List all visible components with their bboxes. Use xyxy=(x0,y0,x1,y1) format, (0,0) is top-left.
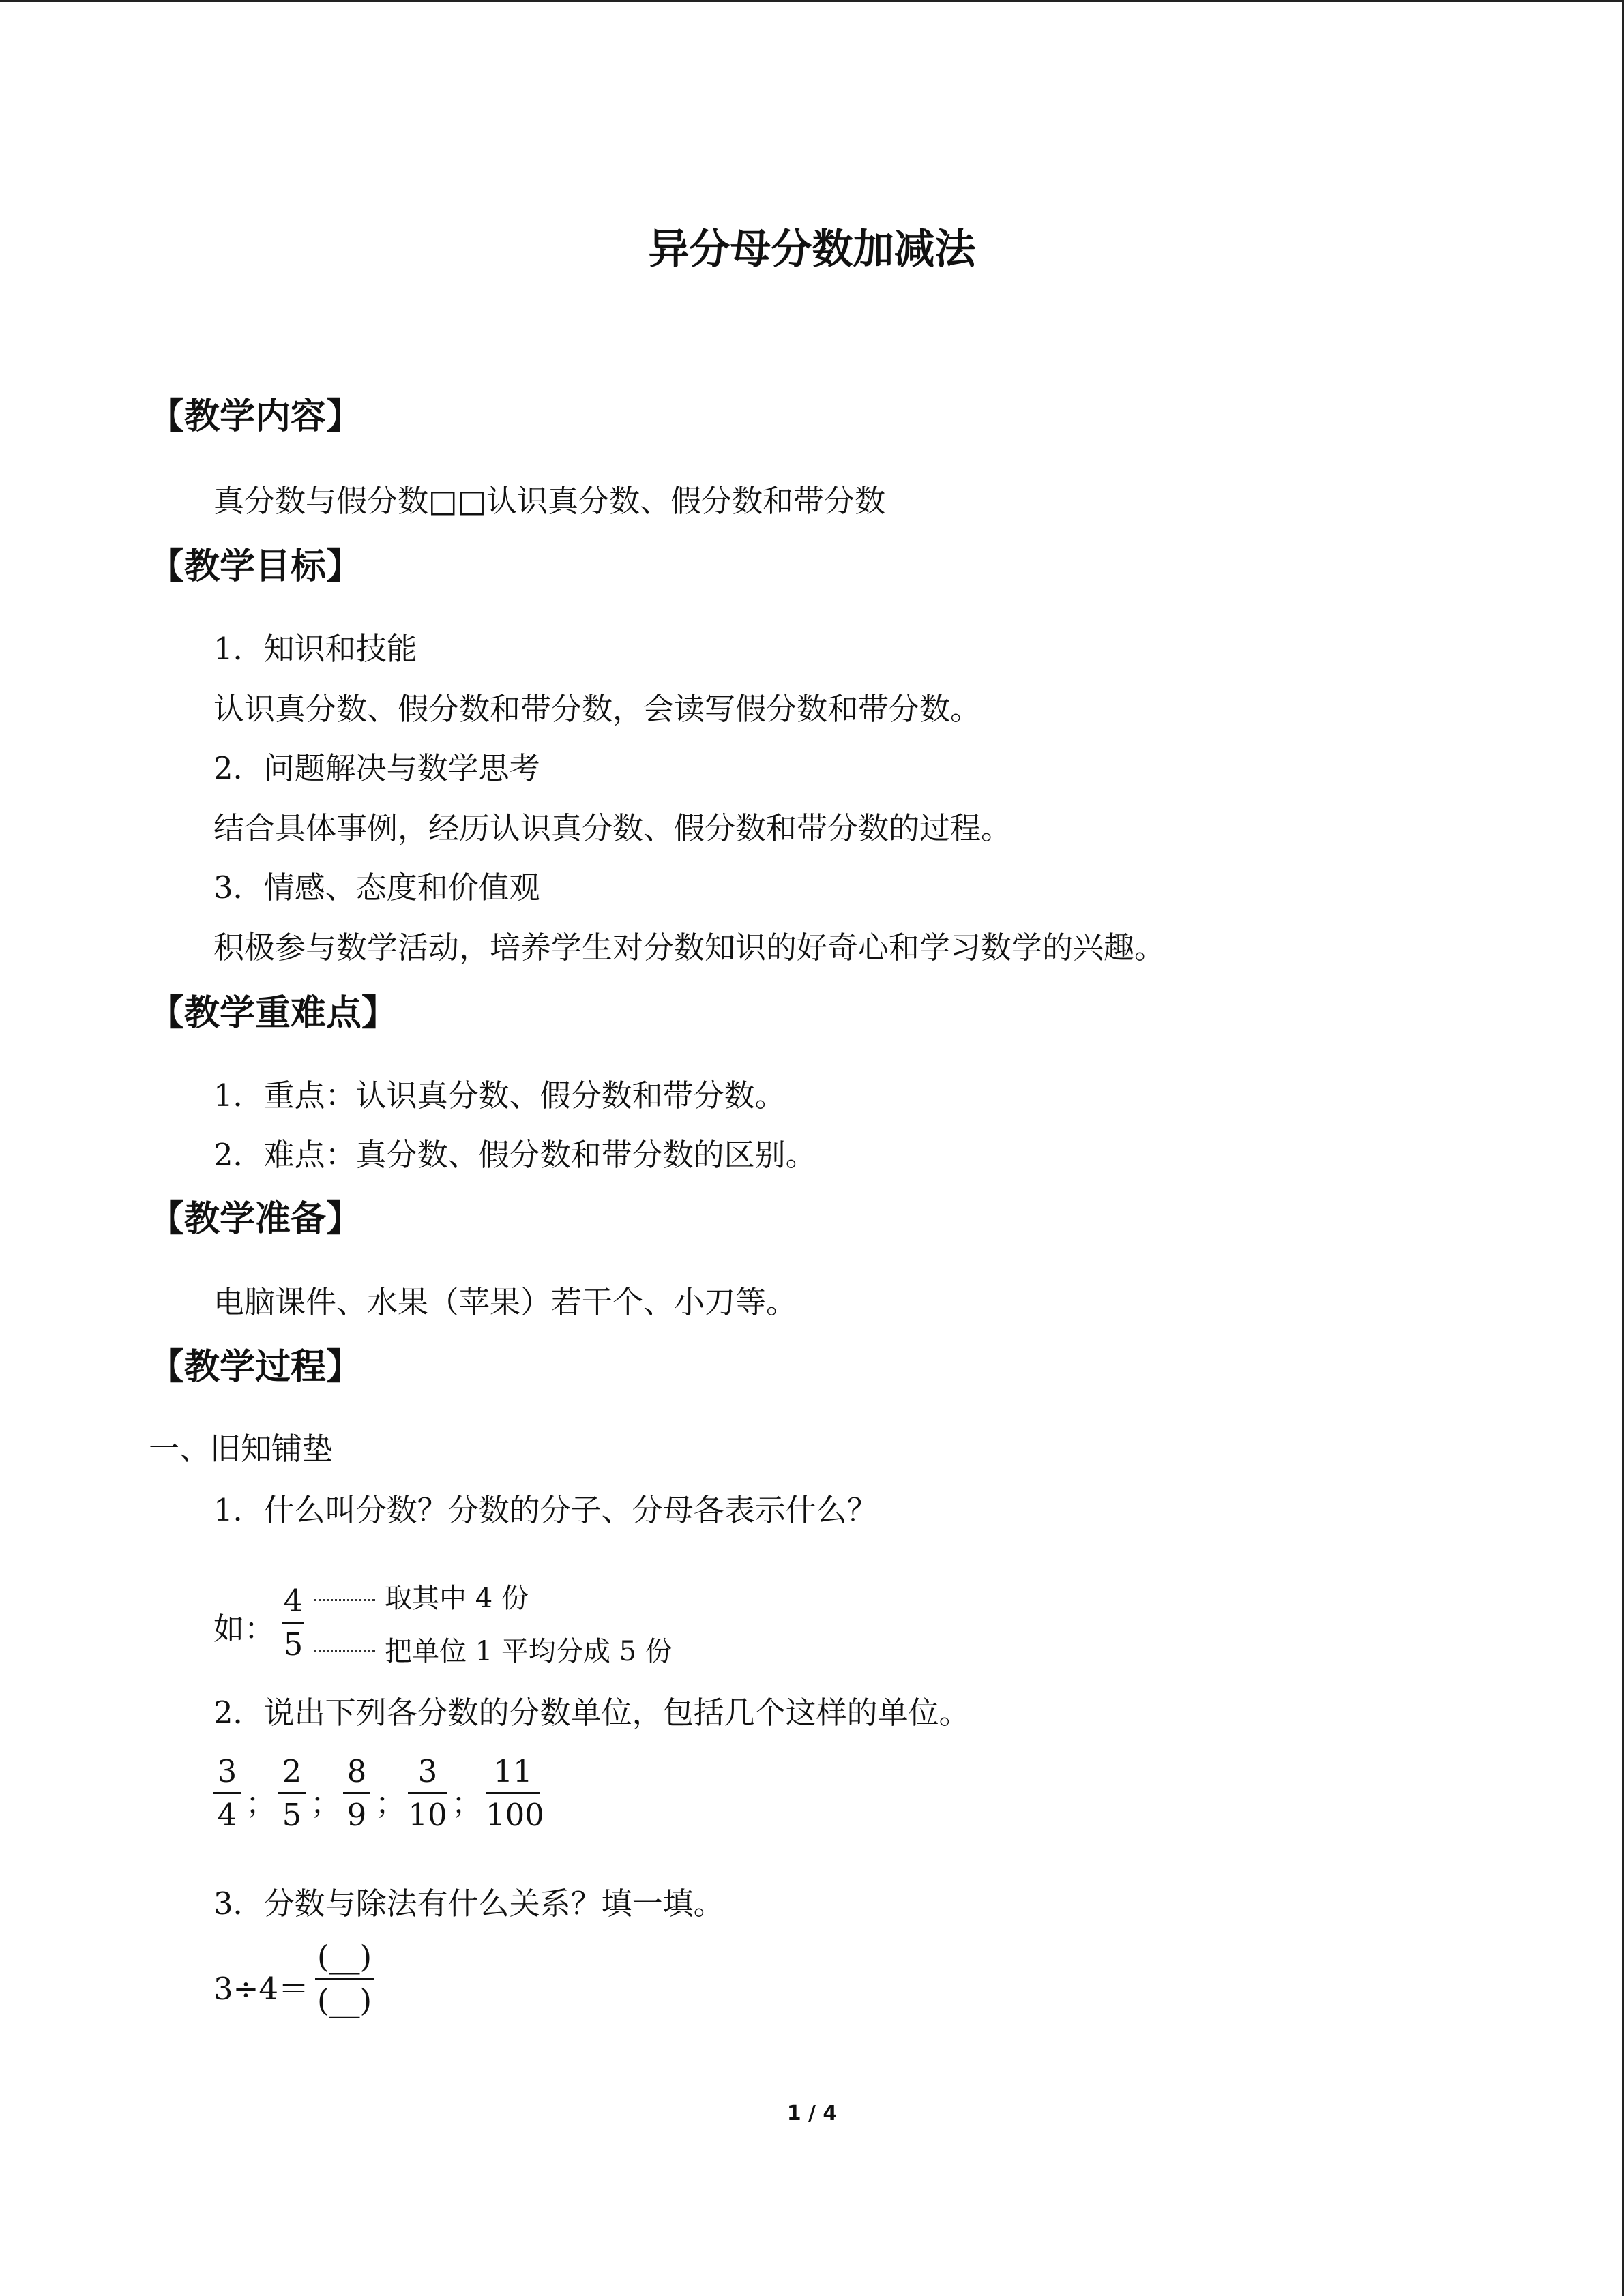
goal-1-title: 1．知识和技能 xyxy=(213,631,417,667)
example-denominator: 5 xyxy=(283,1626,304,1663)
fraction-bar xyxy=(343,1792,370,1794)
fraction-denominator: 5 xyxy=(282,1797,302,1833)
fraction-bar xyxy=(315,1978,374,1980)
fraction-numerator: 2 xyxy=(282,1753,302,1789)
fraction-item xyxy=(408,1753,447,1833)
semicolon: ； xyxy=(310,1785,342,1821)
goal-3-title: 3．情感、态度和价值观 xyxy=(213,869,540,906)
fraction-item xyxy=(278,1753,306,1833)
question-2: 2．说出下列各分数的分数单位，包括几个这样的单位。 xyxy=(213,1695,970,1731)
fraction-bar xyxy=(278,1792,306,1794)
heading-preparation: 【教学准备】 xyxy=(149,1199,362,1240)
page-number: 1 / 4 xyxy=(786,2102,838,2126)
question-3: 3．分数与除法有什么关系？填一填。 xyxy=(213,1885,724,1922)
goal-2-text: 结合具体事例，经历认识真分数、假分数和带分数的过程。 xyxy=(213,810,1012,846)
fraction-item xyxy=(486,1753,544,1833)
fraction-denominator: 9 xyxy=(346,1797,367,1833)
fraction-denominator: 4 xyxy=(217,1797,237,1833)
heading-key-points: 【教学重难点】 xyxy=(149,993,398,1034)
teaching-content-text: 真分数与假分数□□认识真分数、假分数和带分数 xyxy=(213,483,886,519)
denominator-leader-dots xyxy=(314,1650,375,1652)
page-top-border xyxy=(0,0,1624,2)
fraction-denominator: 100 xyxy=(486,1797,544,1833)
numerator-leader-dots xyxy=(314,1599,375,1601)
blank-denominator: (__) xyxy=(316,1982,372,2018)
blank-fraction xyxy=(315,1941,374,2016)
semicolon: ； xyxy=(375,1785,407,1821)
blank-numerator: (__) xyxy=(316,1939,372,1975)
semicolon: ； xyxy=(452,1785,483,1821)
fraction-numerator: 8 xyxy=(346,1753,367,1789)
goal-1-text: 认识真分数、假分数和带分数，会读写假分数和带分数。 xyxy=(213,691,981,727)
fraction-numerator: 11 xyxy=(493,1753,533,1789)
fraction-numerator: 3 xyxy=(417,1753,438,1789)
semicolon: ； xyxy=(246,1785,277,1821)
fraction-bar xyxy=(213,1792,241,1794)
example-prefix: 如： xyxy=(213,1611,276,1647)
step-1-heading: 一、旧知铺垫 xyxy=(149,1431,334,1467)
key-point-1: 1．重点：认识真分数、假分数和带分数。 xyxy=(213,1077,786,1114)
heading-process: 【教学过程】 xyxy=(149,1347,362,1388)
fraction-bar xyxy=(408,1792,447,1794)
preparation-text: 电脑课件、水果（苹果）若干个、小刀等。 xyxy=(213,1284,797,1320)
fraction-numerator: 3 xyxy=(217,1753,237,1789)
goal-2-title: 2．问题解决与数学思考 xyxy=(213,750,540,786)
division-expression: 3÷4＝ xyxy=(213,1971,309,2007)
page-title: 异分母分数加减法 xyxy=(648,226,976,273)
goal-3-text: 积极参与数学活动，培养学生对分数知识的好奇心和学习数学的兴趣。 xyxy=(213,929,1166,966)
example-numerator: 4 xyxy=(283,1583,304,1619)
denominator-note: 把单位 1 平均分成 5 份 xyxy=(385,1636,673,1667)
key-point-2: 2．难点：真分数、假分数和带分数的区别。 xyxy=(213,1137,816,1173)
fraction-bar xyxy=(282,1622,304,1624)
fraction-denominator: 10 xyxy=(408,1797,447,1833)
heading-teaching-goals: 【教学目标】 xyxy=(149,546,362,587)
fraction-bar xyxy=(486,1792,540,1794)
heading-teaching-content: 【教学内容】 xyxy=(149,396,362,437)
fraction-item xyxy=(343,1753,370,1833)
numerator-note: 取其中 4 份 xyxy=(385,1583,529,1614)
fraction-item xyxy=(213,1753,241,1833)
example-fraction xyxy=(282,1583,304,1663)
question-1: 1．什么叫分数？分数的分子、分母各表示什么？ xyxy=(213,1492,878,1528)
